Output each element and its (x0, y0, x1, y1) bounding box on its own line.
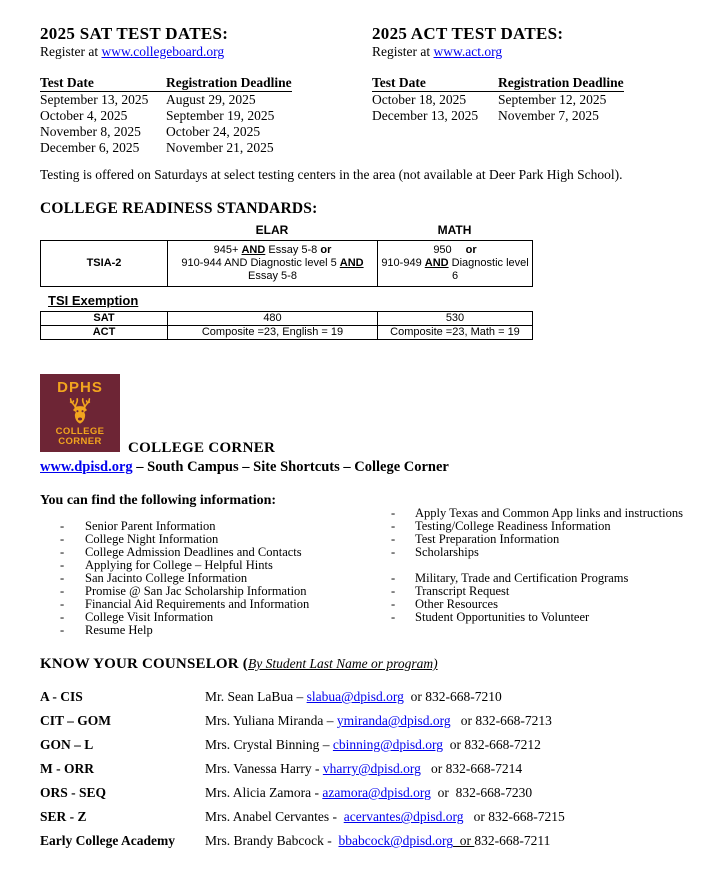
counselor-phone: or 832-668-7213 (450, 713, 552, 728)
table-row (41, 326, 533, 340)
readiness-title: COLLEGE READINESS STANDARDS: (40, 200, 318, 217)
exemption-sat-elar: 480 (168, 312, 378, 326)
counselor-name: Mrs. Crystal Binning – (205, 737, 333, 752)
bullet-dash: - (391, 506, 396, 520)
counselor-info (205, 783, 680, 807)
counselor-email-link[interactable]: azamora@dpisd.org (322, 785, 431, 800)
math-line1: 950 (433, 244, 452, 256)
tsia2-label: TSIA-2 (41, 241, 168, 287)
counselor-name: Mrs. Yuliana Miranda – (205, 713, 337, 728)
table-row (41, 312, 533, 326)
counselor-phone: or 832-668-7210 (403, 689, 502, 704)
list-item-label: Apply Texas and Common App links and instructions (415, 506, 683, 520)
counselor-info (205, 831, 680, 855)
sat-deadline-2: October 24, 2025 (166, 124, 261, 139)
elar-line1: 945+ (213, 244, 242, 256)
list-item-label: College Admission Deadlines and Contacts (85, 545, 302, 559)
list-item-label: San Jacinto College Information (85, 571, 248, 585)
bullet-dash: - (391, 532, 396, 546)
bullet-dash: - (60, 623, 65, 637)
counselor-phone: or 832-668-7230 (430, 785, 533, 800)
counselor-name: Mrs. Vanessa Harry - (205, 761, 323, 776)
act-date-0: October 18, 2025 (372, 92, 467, 107)
list-item (391, 546, 701, 559)
counselor-range: ORS - SEQ (40, 785, 107, 800)
bullet-dash: - (391, 597, 396, 611)
list-item (391, 611, 701, 624)
counselor-phone: 832-668-7211 (474, 833, 551, 848)
list-item-label: Other Resources (415, 597, 498, 611)
sat-register-line (40, 43, 350, 60)
counselor-phone: or 832-668-7215 (463, 809, 565, 824)
elar-and2: AND (339, 257, 364, 269)
collegeboard-link[interactable]: www.collegeboard.org (101, 44, 225, 59)
bullet-dash: - (60, 571, 65, 585)
tsia2-math-cell (378, 241, 533, 287)
act-register-prefix: Register at (372, 44, 434, 59)
list-item-label: College Night Information (85, 532, 219, 546)
list-item-label: Senior Parent Information (85, 519, 216, 533)
sat-title: 2025 SAT TEST DATES: (40, 24, 229, 43)
elar-column-header: ELAR (255, 223, 289, 237)
counselor-info (205, 687, 680, 711)
sat-col-registration-deadline: Registration Deadline (166, 75, 292, 90)
exemption-act-label: ACT (41, 326, 168, 340)
counselor-range: M - ORR (40, 761, 94, 776)
sat-test-dates-section (40, 24, 350, 156)
college-corner-title: COLLEGE CORNER (128, 440, 276, 456)
counselor-link-tail: or (453, 833, 475, 848)
counselor-name: Mrs. Anabel Cervantes - (205, 809, 344, 824)
counselor-email-link[interactable]: vharry@dpisd.org (322, 761, 421, 776)
exemption-sat-label: SAT (41, 312, 168, 326)
list-item-label: Applying for College – Helpful Hints (85, 558, 273, 572)
table-row (40, 92, 350, 108)
bullet-dash: - (60, 584, 65, 598)
find-info-heading: You can find the following information: (40, 493, 277, 508)
counselor-range: SER - Z (40, 809, 87, 824)
elar-line3: Essay 5-8 (248, 270, 297, 282)
counselor-phone: or 832-668-7214 (420, 761, 523, 776)
saturday-testing-note: Testing is offered on Saturdays at select testing centers in the area (not available at Deer Park High School). (40, 167, 623, 182)
math-and: AND (424, 257, 449, 269)
bullet-dash: - (391, 519, 396, 533)
counselor-email-link[interactable]: acervantes@dpisd.org (343, 809, 464, 824)
counselor-heading-bold: KNOW YOUR COUNSELOR ( (40, 656, 248, 672)
elar-or: or (320, 244, 332, 256)
counselor-heading-italic: By Student Last Name or program) (247, 656, 438, 671)
tsia2-elar-cell (168, 241, 378, 287)
subject-header-row (40, 223, 532, 237)
bullet-dash: - (60, 545, 65, 559)
sat-deadline-0: August 29, 2025 (166, 92, 256, 107)
list-item-label: Student Opportunities to Volunteer (415, 610, 590, 624)
info-list-left (60, 520, 380, 637)
bullet-dash: - (391, 610, 396, 624)
counselor-info (205, 711, 680, 735)
act-col-test-date: Test Date (372, 75, 498, 92)
list-item-label: Military, Trade and Certification Programs (415, 571, 629, 585)
info-list-right (391, 507, 701, 624)
counselor-range: Early College Academy (40, 833, 175, 848)
tsia2-table (40, 240, 533, 287)
counselor-email-link[interactable]: cbinning@dpisd.org (332, 737, 443, 752)
counselor-range: CIT – GOM (40, 713, 112, 728)
elar-line1b: Essay 5-8 (265, 244, 321, 256)
table-row (372, 92, 682, 108)
list-item-label: Promise @ San Jac Scholarship Information (85, 584, 307, 598)
sat-deadline-1: September 19, 2025 (166, 108, 275, 123)
counselor-phone: or 832-668-7212 (442, 737, 541, 752)
dphs-college-corner-logo (40, 374, 120, 452)
table-row (40, 140, 350, 156)
exemption-act-math: Composite =23, Math = 19 (378, 326, 533, 340)
counselor-email-link[interactable]: bbabcock@dpisd.org (338, 833, 454, 848)
tsi-exemption-heading: TSI Exemption (48, 293, 139, 308)
elar-and1: AND (241, 244, 266, 256)
list-item-label: Testing/College Readiness Information (415, 519, 611, 533)
math-column-header: MATH (437, 223, 472, 237)
math-line3: 6 (451, 270, 459, 282)
exemption-sat-math: 530 (378, 312, 533, 326)
sat-deadline-3: November 21, 2025 (166, 140, 274, 155)
math-line2: 910-949 (381, 257, 425, 269)
logo-college-text: COLLEGE (55, 426, 105, 437)
counselor-info (205, 759, 680, 783)
sat-col-test-date: Test Date (40, 75, 166, 92)
act-deadline-0: September 12, 2025 (498, 92, 607, 107)
logo-dphs-text: DPHS (57, 379, 103, 396)
counselor-range: A - CIS (40, 689, 83, 704)
sat-date-1: October 4, 2025 (40, 108, 128, 123)
act-test-dates-section (372, 24, 682, 124)
list-item-label: Test Preparation Information (415, 532, 560, 546)
act-date-1: December 13, 2025 (372, 108, 479, 123)
counselor-name: Mrs. Brandy Babcock - (205, 833, 339, 848)
sat-date-2: November 8, 2025 (40, 124, 141, 139)
table-row (41, 241, 533, 287)
subject-spacer (40, 223, 167, 237)
list-item-label: Resume Help (85, 623, 153, 637)
bullet-dash: - (391, 545, 396, 559)
counselor-info (205, 735, 680, 759)
bullet-dash: - (391, 584, 396, 598)
know-your-counselor-heading (40, 656, 438, 673)
list-item-label: Scholarships (415, 545, 479, 559)
act-org-link[interactable]: www.act.org (433, 44, 503, 59)
list-item (60, 624, 380, 637)
bullet-dash: - (60, 519, 65, 533)
table-row (40, 108, 350, 124)
college-corner-path-line (40, 459, 449, 476)
site-path-text: – South Campus – Site Shortcuts – College Corner (132, 459, 449, 475)
sat-register-prefix: Register at (40, 44, 102, 59)
bullet-dash: - (60, 610, 65, 624)
counselor-email-link[interactable]: ymiranda@dpisd.org (336, 713, 451, 728)
math-line2b: Diagnostic level (448, 257, 529, 269)
elar-line2: 910-944 AND Diagnostic level 5 (181, 257, 340, 269)
bullet-dash: - (60, 558, 65, 572)
math-or: or (465, 244, 477, 256)
counselor-name: Mr. Sean LaBua – (205, 689, 307, 704)
sat-date-0: September 13, 2025 (40, 92, 149, 107)
dpisd-link[interactable]: www.dpisd.org (40, 459, 133, 475)
sat-table-header (40, 75, 350, 92)
sat-date-3: December 6, 2025 (40, 140, 140, 155)
bullet-dash: - (391, 571, 396, 585)
deer-head-icon (65, 396, 95, 426)
list-item-label: College Visit Information (85, 610, 214, 624)
list-item-label: Financial Aid Requirements and Information (85, 597, 310, 611)
table-row (40, 124, 350, 140)
tsi-exemption-table (40, 311, 533, 340)
counselor-name: Mrs. Alicia Zamora - (205, 785, 323, 800)
counselor-info (205, 807, 680, 831)
logo-corner-text: CORNER (58, 435, 102, 447)
act-deadline-1: November 7, 2025 (498, 108, 599, 123)
bullet-dash: - (60, 532, 65, 546)
act-col-registration-deadline: Registration Deadline (498, 75, 624, 90)
counselor-table (40, 687, 680, 855)
bullet-dash: - (60, 597, 65, 611)
table-row (372, 108, 682, 124)
college-readiness-section (40, 200, 532, 340)
act-register-line (372, 43, 682, 60)
list-item-label: Transcript Request (415, 584, 510, 598)
act-title: 2025 ACT TEST DATES: (372, 24, 564, 43)
counselor-email-link[interactable]: slabua@dpisd.org (306, 689, 404, 704)
exemption-act-elar: Composite =23, English = 19 (168, 326, 378, 340)
counselor-range: GON – L (40, 737, 94, 752)
act-table-header (372, 75, 682, 92)
